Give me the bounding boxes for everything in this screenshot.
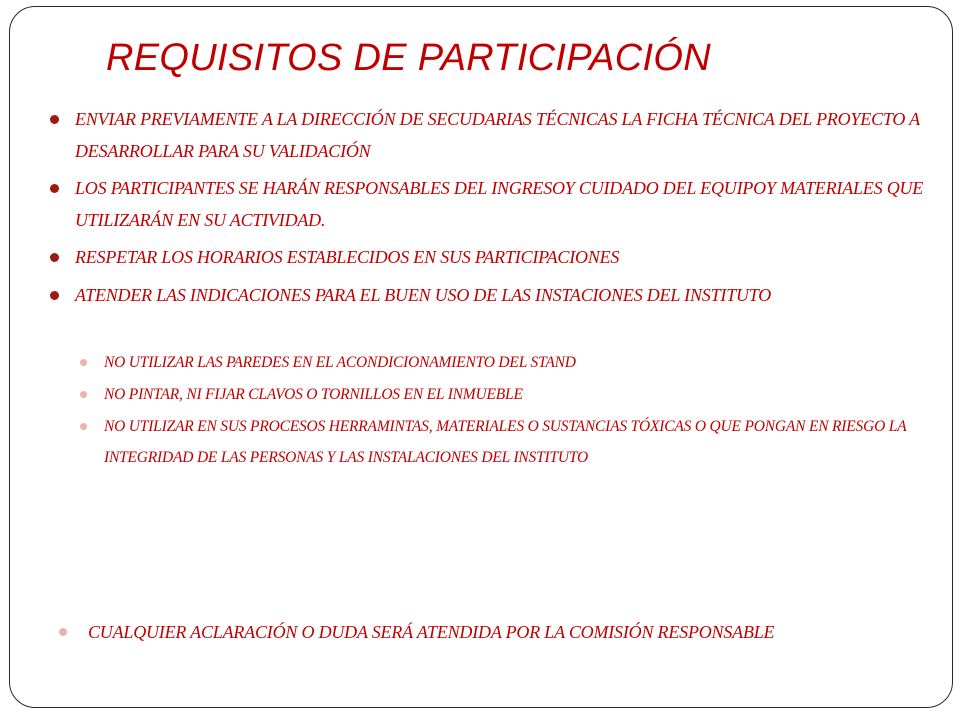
- bullet-icon: [80, 391, 87, 398]
- sub-list-item: [104, 411, 924, 473]
- footer-note: [88, 617, 928, 647]
- list-item-text: RESPETAR LOS HORARIOS ESTABLECIDOS EN SUS PARTICIPACIONES: [75, 247, 620, 267]
- list-item-text: ENVIAR PREVIAMENTE A LA DIRECCIÓN DE SECUDARIAS TÉCNICAS LA FICHA TÉCNICA DEL PROYECTO A DESARROLLAR PARA SU VALIDACIÓN: [75, 109, 920, 161]
- list-item: [75, 103, 925, 167]
- bullet-icon: [80, 423, 87, 430]
- footer-note-text: CUALQUIER ACLARACIÓN O DUDA SERÁ ATENDIDA POR LA COMISIÓN RESPONSABLE: [88, 622, 775, 642]
- bullet-icon: [50, 115, 59, 124]
- bullet-icon: [50, 184, 59, 193]
- bullet-icon: [50, 253, 59, 262]
- sub-list-item: [104, 379, 924, 410]
- bullet-icon: [59, 628, 67, 636]
- sub-list-item-text: NO PINTAR, NI FIJAR CLAVOS O TORNILLOS EN EL INMUEBLE: [104, 386, 523, 403]
- sub-list-item-text: NO UTILIZAR LAS PAREDES EN EL ACONDICIONAMIENTO DEL STAND: [104, 354, 576, 371]
- sub-list-item: [104, 347, 924, 378]
- list-item-text: LOS PARTICIPANTES SE HARÁN RESPONSABLES DEL INGRESOY CUIDADO DEL EQUIPOY MATERIALES QUE UTILIZARÁN EN SU ACTIVIDAD.: [75, 178, 924, 230]
- slide-title: REQUISITOS DE PARTICIPACIÓN: [106, 37, 711, 79]
- bullet-icon: [80, 359, 87, 366]
- list-item: [75, 279, 925, 311]
- list-item-text: ATENDER LAS INDICACIONES PARA EL BUEN USO DE LAS INSTACIONES DEL INSTITUTO: [75, 285, 772, 305]
- list-item: [75, 241, 925, 273]
- bullet-icon: [50, 291, 59, 300]
- sub-list-item-text: NO UTILIZAR EN SUS PROCESOS HERRAMINTAS, MATERIALES O SUSTANCIAS TÓXICAS O QUE PONGAN EN RIESGO LA INTEGRIDAD DE LAS PERSONAS Y LAS INSTALACIONES DEL INSTITUTO: [104, 418, 907, 466]
- list-item: [75, 172, 925, 236]
